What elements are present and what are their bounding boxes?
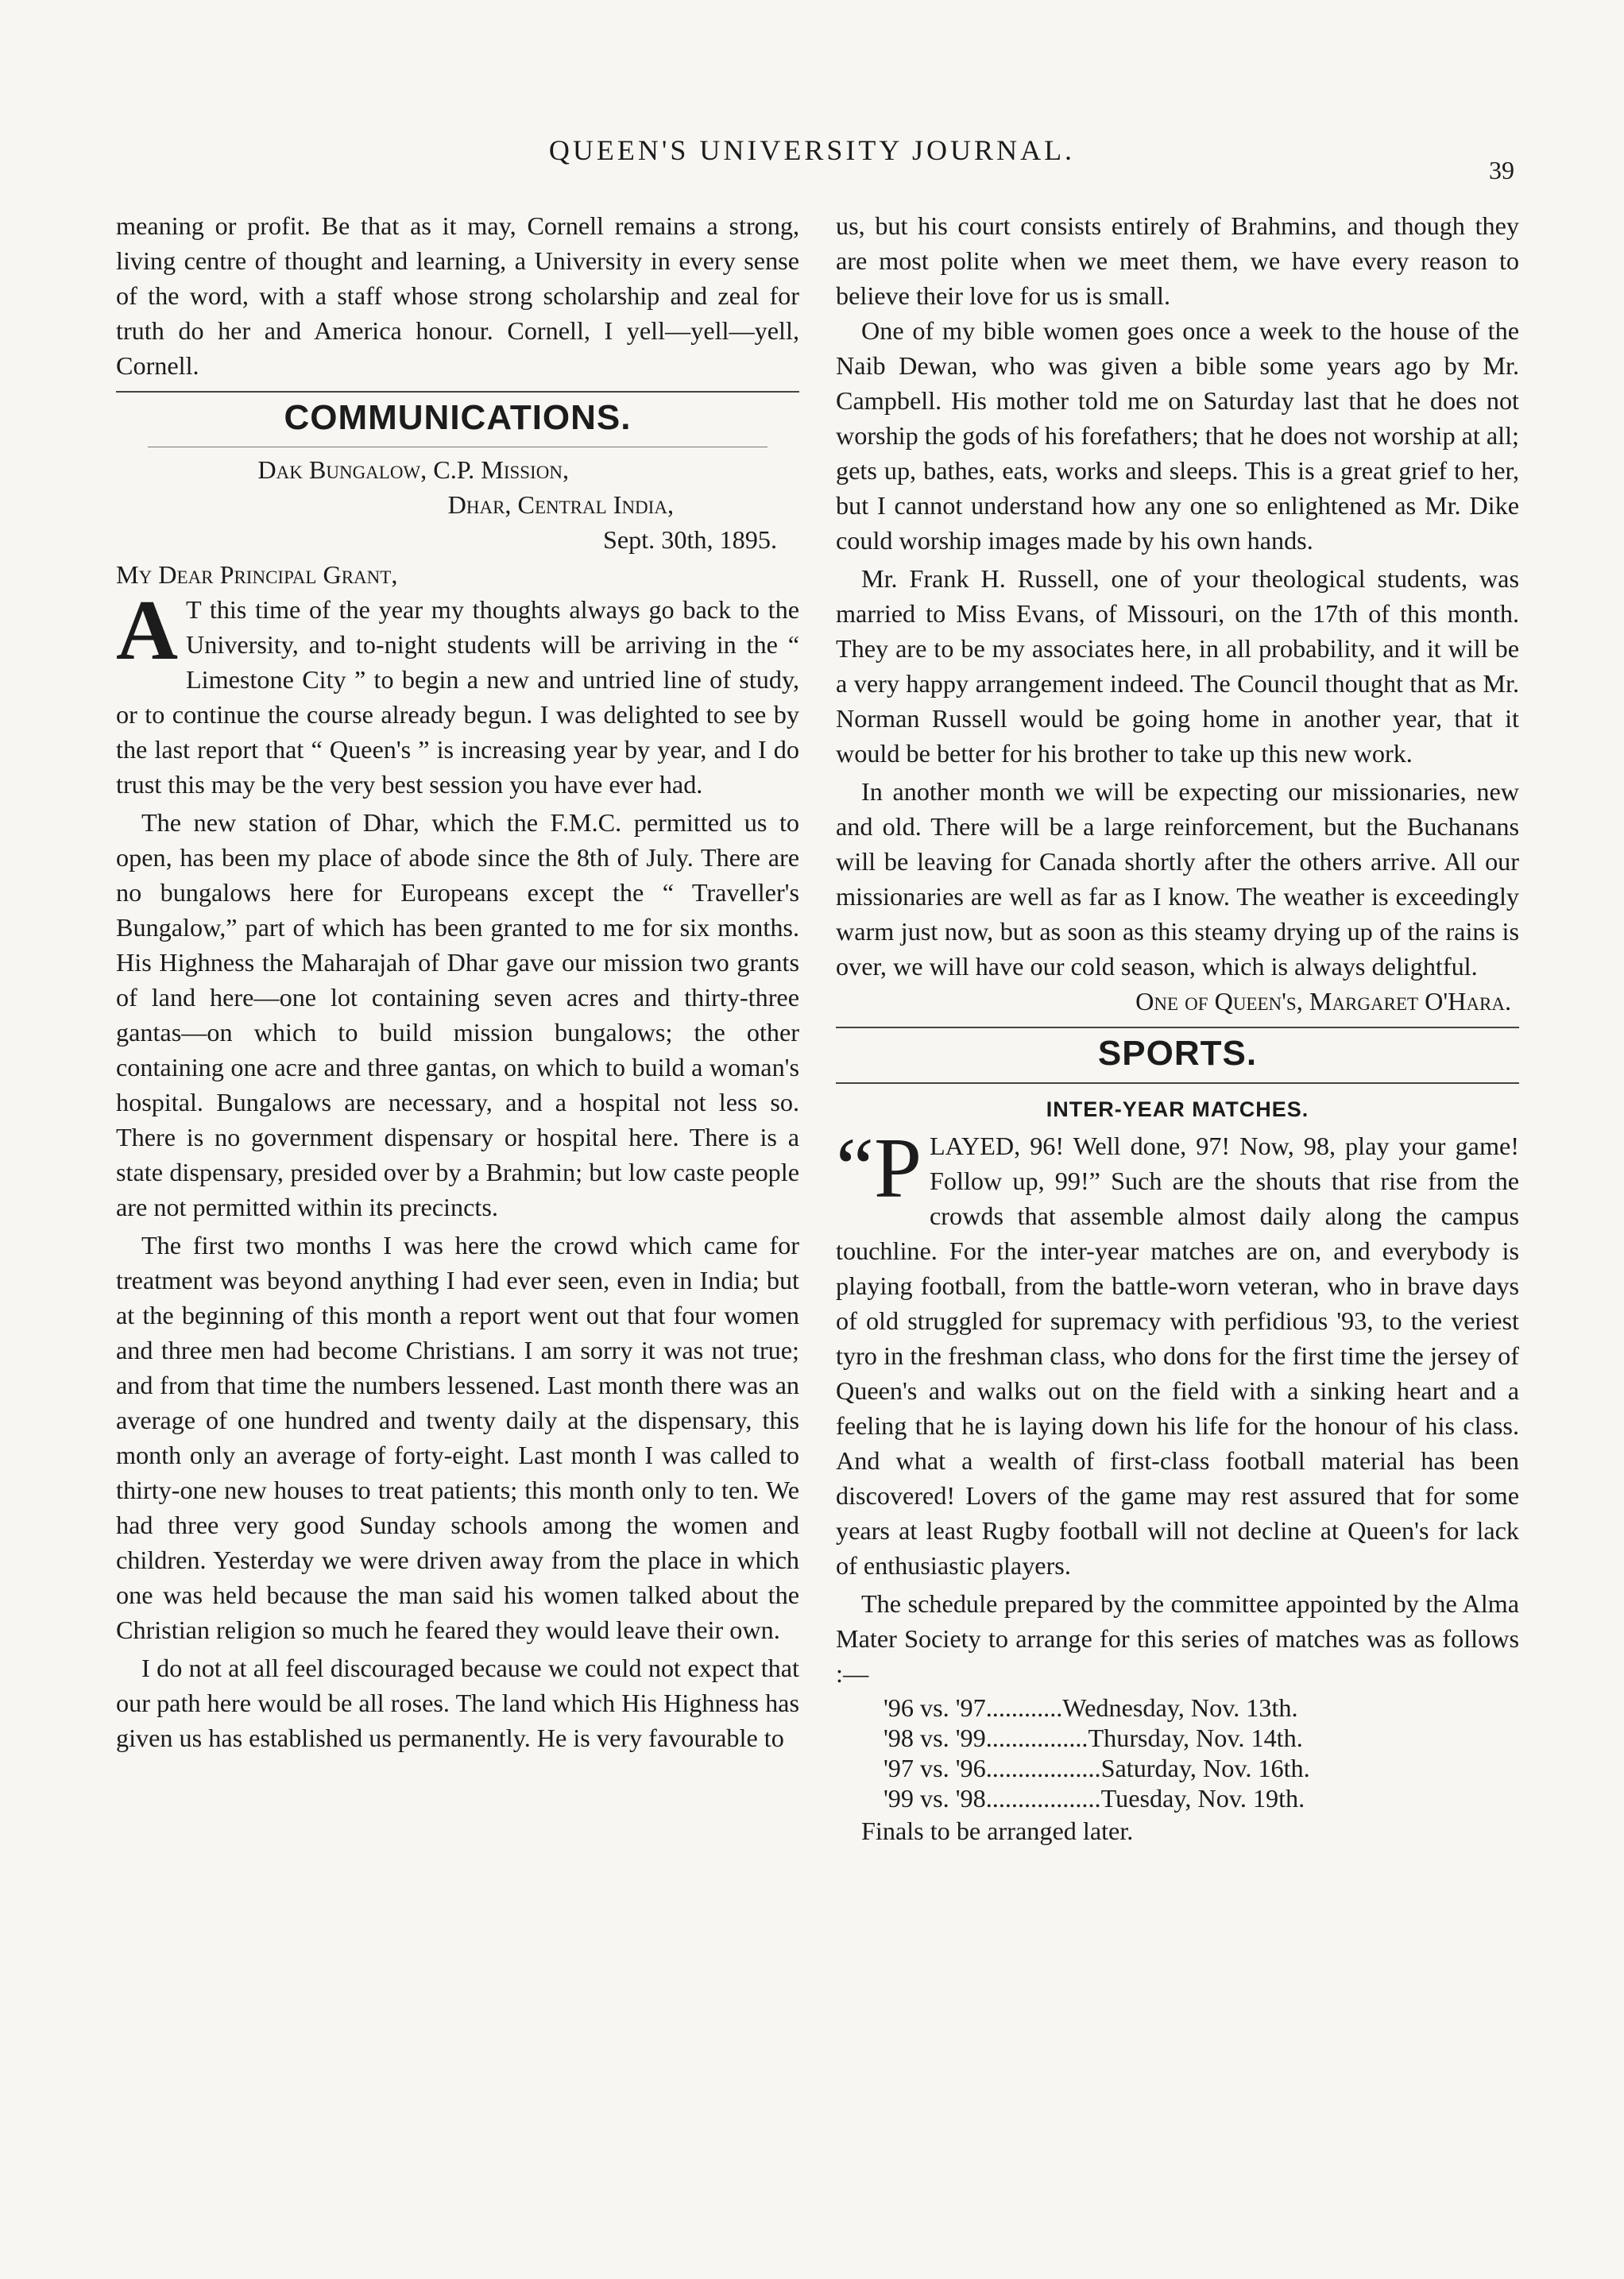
sports-paragraph-text: LAYED, 96! Well done, 97! Now, 98, play your game! Follow up, 99!” Such are the shouts that rise from the crowds that assemble almost daily along the campus touchline. For the inter-year matches are on, and everybody is playing football, from the battle-worn veteran, who in brave days of old struggled for supremacy with perfidious '93, to the veriest tyro in the freshman class, who dons for the first time the jersey of Queen's and walks out on the field with a sinking heart and a feeling that he is laying down his life for the honour of his class. And what a wealth of first-class football material has been discovered! Lovers of the game may rest assured that for some years at least Rugby football will not decline at Queen's for lack of enthusiastic players. [836,1132,1519,1580]
letter-signature: One of Queen's, Margaret O'Hara. [1135,987,1511,1016]
salutation: My Dear Principal Grant, [116,560,398,589]
divider [116,391,799,393]
schedule-row: '96 vs. '97............Wednesday, Nov. 13th. [884,1693,1298,1722]
schedule-row: '98 vs. '99................Thursday, Nov. 14th. [884,1724,1303,1752]
left-column [116,208,799,1755]
sports-paragraph [836,1121,1519,1583]
letter-paragraph: The new station of Dhar, which the F.M.C. permitted us to open, has been my place of abode since the 8th of July. There are no bungalows here for Europeans except the “ Traveller's Bungalow,” part of which has been granted to me for six months. His Highness the Maharajah of Dhar gave our mission two grants of land here—one lot containing seven acres and thirty-three gantas—on which to build mission bungalows; the other containing one acre and three gantas, on which to build a woman's hospital. Bungalows are necessary, and a hospital not less so. There is no government dispensary or hospital here. There is a state dispensary, presided over by a Brahmin; but low caste people are not permitted within its precincts. [116,808,799,1221]
right-column [836,208,1519,1848]
drop-cap [836,1121,922,1216]
page-number: 39 [1489,156,1514,184]
letter-paragraph: Mr. Frank H. Russell, one of your theological students, was married to Miss Evans, of Missouri, on the 17th of this month. They are to be my associates here, in all probability, and it will be a very happy arrangement indeed. The Council thought that as Mr. Norman Russell would be going home in another year, that it would be better for his brother to take up this new work. [836,564,1519,768]
drop-cap: A [116,583,178,678]
running-head: QUEEN'S UNIVERSITY JOURNAL. [548,134,1076,166]
letter-paragraph: The first two months I was here the crowd which came for treatment was beyond anything I had ever seen, even in India; but at the beginning of this month a report went out that four women and three men had become Christians. I am sorry it was not true; and from that time the numbers lessened. Last month there was an average of one hundred and twenty daily at the dispensary, this month only an average of forty-eight. Last month I was called to thirty-one new houses to treat patients; this month only to ten. We had three very good Sunday schools among the women and children. Yesterday we were driven away from the place in which one was held because the man said his women talked about the Christian religion so much he feared they would leave their own. [116,1231,799,1644]
drop-cap-letter: P [873,1121,922,1216]
divider [836,1027,1519,1028]
communications-title: COMMUNICATIONS. [284,398,632,437]
dateline-date: Sept. 30th, 1895. [602,525,777,554]
letter-paragraph: us, but his court consists entirely of Brahmins, and though they are most polite when we meet them, we have every reason to believe their love for us is small. [836,211,1519,310]
sports-subtitle: INTER-YEAR MATCHES. [1046,1097,1309,1121]
dateline-line-1: Dak Bungalow, C.P. Mission, [257,455,569,484]
quote-mark: “ [836,1121,874,1216]
sports-paragraph: The schedule prepared by the committee appointed by the Alma Mater Society to arrange for this series of matches was as follows :— [836,1589,1519,1688]
finals-note: Finals to be arranged later. [861,1817,1134,1845]
letter-paragraph-text: T this time of the year my thoughts always go back to the University, and to-night students will be arriving in the “ Limestone City ” to begin a new and untried line of study, or to continue the course already begun. I was delighted to see by the last report that “ Queen's ” is increasing year by year, and I do trust this may be the very best session you have ever had. [116,595,799,799]
cornell-paragraph: meaning or profit. Be that as it may, Cornell remains a strong, living centre of thought and learning, a University in every sense of the word, with a staff whose strong scholarship and zeal for truth do her and America honour. Cornell, I yell—yell—yell, Cornell. [116,211,799,380]
letter-paragraph [116,583,799,802]
divider [836,1082,1519,1084]
sports-title: SPORTS. [1097,1034,1258,1073]
letter-paragraph: I do not at all feel discouraged because we could not expect that our path here would be all roses. The land which His Highness has given us has established us permanently. He is very favourable to [116,1654,799,1752]
letter-paragraph: One of my bible women goes once a week to the house of the Naib Dewan, who was given a bible some years ago by Mr. Campbell. His mother told me on Saturday last that he does not worship the gods of his forefathers; that he does not worship at all; gets up, bathes, eats, works and sleeps. This is a great grief to her, but I cannot understand how any one so enlightened as Mr. Dike could worship images made by his own hands. [836,316,1519,555]
schedule-row: '97 vs. '96..................Saturday, Nov. 16th. [884,1754,1310,1782]
dateline-line-2: Dhar, Central India, [447,490,674,519]
schedule-row: '99 vs. '98..................Tuesday, Nov. 19th. [884,1784,1305,1813]
letter-paragraph: In another month we will be expecting our missionaries, new and old. There will be a large reinforcement, but the Buchanans will be leaving for Canada shortly after the others arrive. All our missionaries are well as far as I know. The weather is exceedingly warm just now, but as soon as this steamy drying up of the rains is over, we will have our cold season, which is always delightful. [836,777,1519,981]
match-schedule [884,1693,1519,1813]
